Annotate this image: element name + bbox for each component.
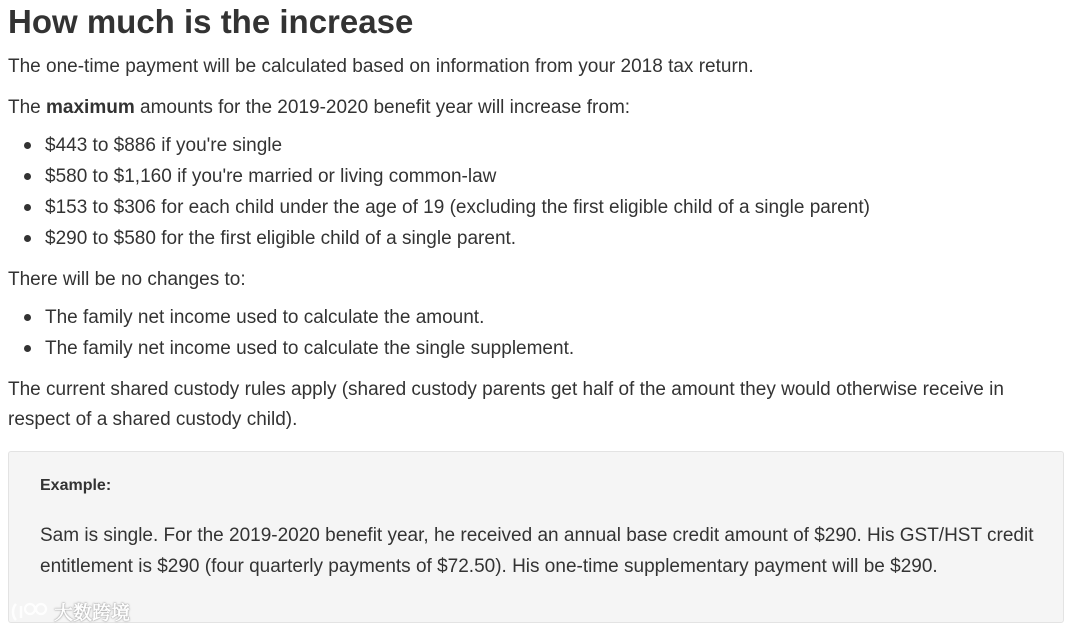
no-changes-list (8, 302, 1068, 364)
no-changes-paragraph: There will be no changes to: (8, 269, 246, 290)
logo-icon (10, 600, 50, 624)
list-item: The family net income used to calculate the single supplement. (8, 333, 1068, 364)
bullet-icon (24, 142, 31, 149)
example-box (8, 451, 1064, 623)
watermark-text: 大数跨境 (54, 603, 131, 624)
list-item: $443 to $886 if you're single (8, 130, 1068, 161)
increase-list (8, 130, 1068, 254)
example-label: Example: (40, 477, 112, 494)
list-item: $580 to $1,160 if you're married or living common-law (8, 161, 1068, 192)
maximum-suffix: amounts for the 2019-2020 benefit year will increase from: (134, 97, 631, 118)
maximum-prefix: The (8, 97, 47, 118)
intro-paragraph: The one-time payment will be calculated based on information from your 2018 tax return. (8, 56, 754, 77)
maximum-bold: maximum (46, 97, 135, 118)
list-item: $153 to $306 for each child under the age of 19 (excluding the first eligible child of a single parent) (8, 192, 1068, 223)
content (8, 0, 1068, 435)
example-text: Sam is single. For the 2019-2020 benefit year, he received an annual base credit amount of $290. His GST/HST credit entitlement is $290 (four quarterly payments of $72.50). His one-time supplementary payment will be $290. (40, 525, 1034, 577)
bullet-icon (24, 204, 31, 211)
list-item: $290 to $580 for the first eligible child of a single parent. (8, 223, 1068, 254)
custody-paragraph: The current shared custody rules apply (shared custody parents get half of the amount they would otherwise receive in respect of a shared custody child). (8, 379, 1004, 430)
list-item: The family net income used to calculate the amount. (8, 302, 1068, 333)
bullet-icon (24, 314, 31, 321)
maximum-paragraph (8, 93, 1068, 123)
bullet-icon (24, 173, 31, 180)
watermark (10, 598, 130, 625)
bullet-icon (24, 235, 31, 242)
page-title: How much is the increase (8, 3, 414, 40)
bullet-icon (24, 345, 31, 352)
